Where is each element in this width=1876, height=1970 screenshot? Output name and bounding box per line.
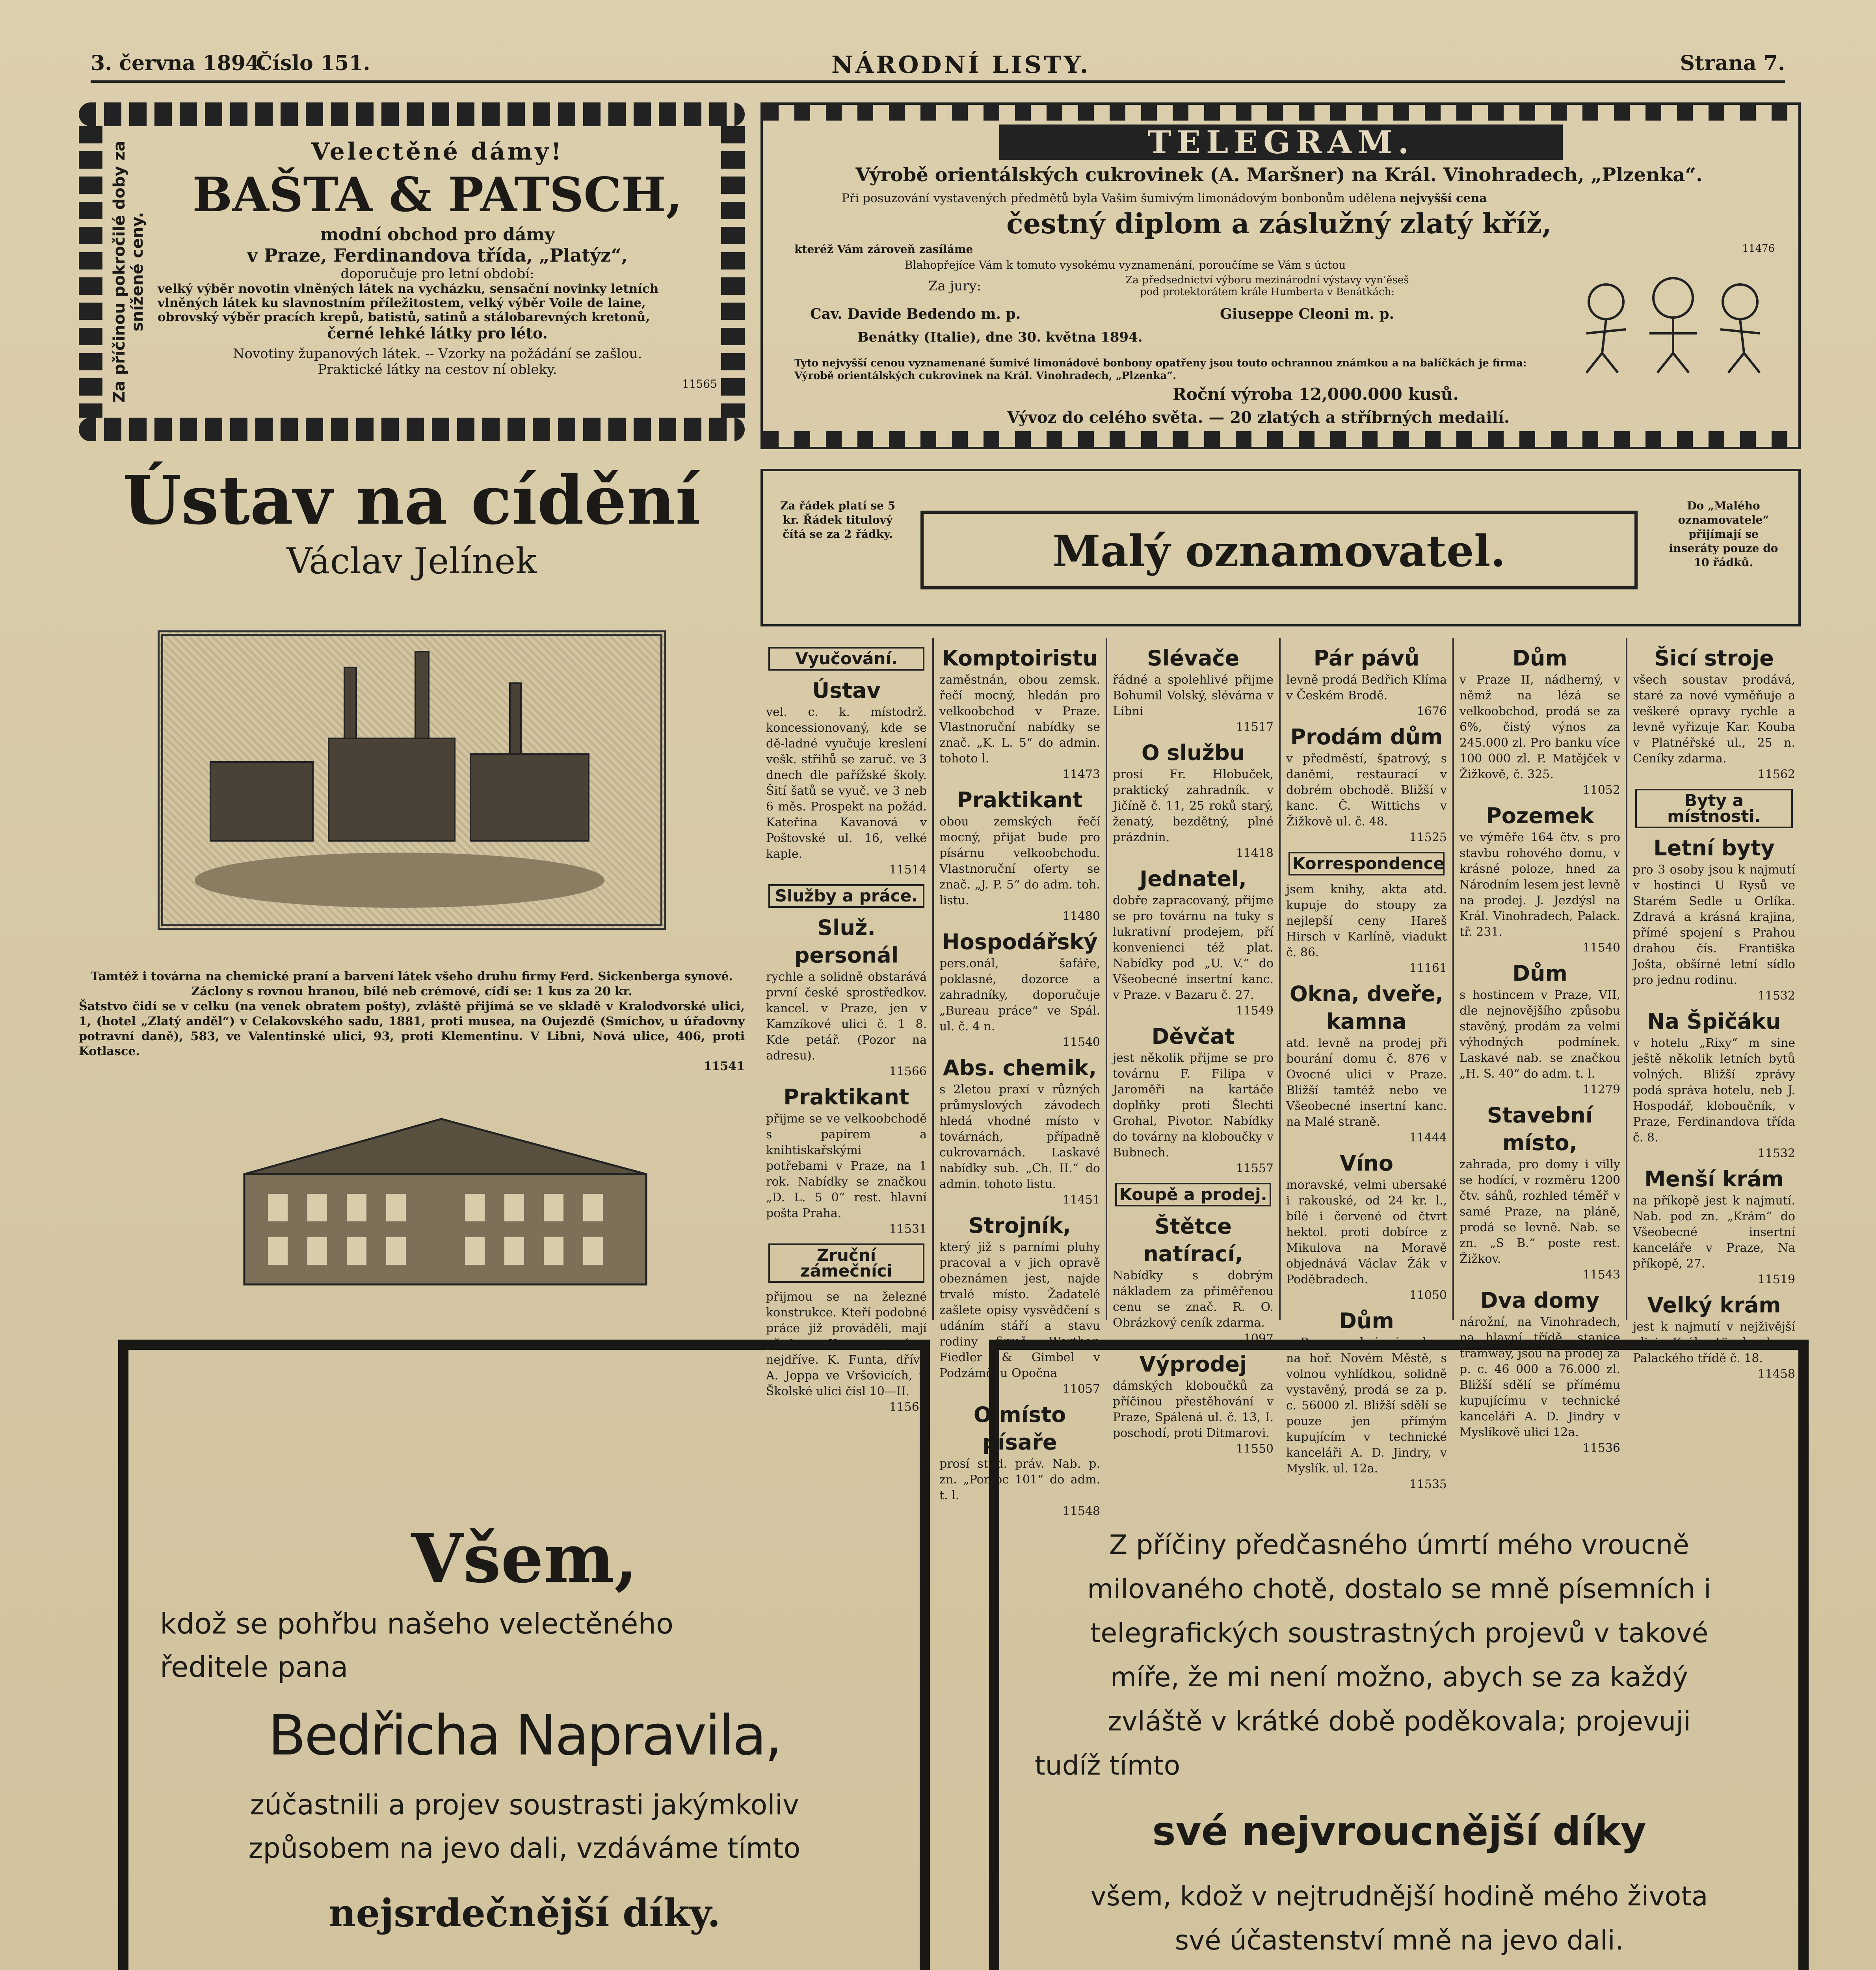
telegram-production: Roční výroba 12,000.000 kusů.: [1173, 385, 1459, 404]
ad-text: v Praze, v krásné poloze na hoř. Novém Městě, s volnou vyhlídkou, solidně vystavěný, prodá se za p. c. 56000 zl. Bližší sdělí se pouze jen přímým kupujícím v technické kanceláři A. D. Jindry, v Myslík. ul. 12a.: [1286, 1336, 1447, 1476]
ad-text: pro 3 osoby jsou k najmutí v hostinci U Rysů ve Starém Sedle u Orlíka. Zdravá a krásná krajina, přímé spojení s Prahou drahou čís. Františka Jošta, obšírné letní sídlo pro jednu rodinu.: [1633, 863, 1795, 987]
ad-number: 11532: [1757, 1147, 1795, 1160]
basta-line2: vlněných látek ku slavnostním příležitostem, velký výběr Voile de laine,: [158, 296, 646, 310]
ad-heading: Dům: [1339, 1308, 1394, 1333]
basta-sub: modní obchod pro dámy: [320, 225, 555, 245]
ad-number: 11519: [1757, 1273, 1795, 1286]
ad-number: 11531: [889, 1222, 927, 1236]
telegram-advert: [760, 102, 1801, 449]
header-page: Strana 7.: [1680, 51, 1785, 75]
ad-number: 11562: [1757, 768, 1795, 781]
ad-heading: Děvčat: [1151, 1024, 1235, 1049]
ad-number: 11550: [1236, 1442, 1274, 1456]
notice2-line3: telegrafických soustrastných projevů v takové: [1090, 1618, 1709, 1649]
basta-number: 11565: [682, 377, 717, 390]
ad-number: 11458: [1757, 1367, 1795, 1381]
ad-heading: O místo písaře: [973, 1402, 1066, 1455]
ad-heading: Ústav: [812, 678, 881, 703]
maly-oznamovatel-header: [760, 469, 1801, 626]
notice2-place: [1035, 1963, 1764, 1970]
column-4: [1281, 638, 1454, 1491]
notice1-body: [160, 1515, 889, 1970]
ad-text: rychle a solidně obstarává první české sprostředkov. kancel. v Praze, jen v Kamzíkové ulici č. 1 8. Kde petář. (Pozor na adresu).: [766, 970, 927, 1063]
ad-number: 11050: [1409, 1288, 1447, 1302]
basta-line5: Novotiny županových látek. -- Vzorky na požádání se zašlou.: [232, 346, 642, 362]
ad-text: v Praze II, nádherný, v němž na lézá se velkoobchod, prodá se za 6%, čistý výnos za 245.000 zl. Pro banku více 100 000 zl. P. Matějček v Žižkově, č. 325.: [1460, 673, 1620, 781]
ustav-title: Ústav na cídění: [123, 461, 701, 540]
section-label: Korrespondence: [1288, 852, 1445, 875]
ornament-top: [763, 105, 1798, 121]
notice2-line4: míře, že mi není možno, abych se za každý: [1110, 1662, 1688, 1693]
ad-heading: Pár pávů: [1313, 646, 1420, 671]
ustav-name: Václav Jelínek: [286, 541, 537, 582]
ad-text: moravské, velmi ubersaké i rakouské, od 24 kr. l., bílé i červené od čtvrt hektol. proti dobírce z Mikulova na Moravě objednává Václav Žák v Poděbradech.: [1286, 1178, 1447, 1286]
ad-number: 11557: [1236, 1162, 1274, 1175]
ad-number: 11548: [1062, 1504, 1100, 1518]
mourning-notice-left: [118, 1340, 930, 1970]
building-engraving: [221, 1095, 666, 1300]
notice1-place: [160, 1957, 889, 1970]
ustav-number: 11541: [703, 1059, 745, 1073]
factory-engraving: [158, 630, 666, 930]
ad-number: 11057: [1062, 1382, 1100, 1396]
section-label: Byty a místnosti.: [1635, 789, 1793, 828]
ad-number: 11540: [1582, 941, 1620, 955]
ad-text: přijmou se na železné konstrukce. Kteří podobné práce již prováděli, mají přednost. K nastoupení co nejdříve. K. Funta, dříve A. Joppa ve Vršovicích, u Školské ulici čísl 10—II.: [766, 1290, 927, 1398]
ad-text: jsem knihy, akta atd. kupuje do stoupy za nejlepší ceny Hareš Hirsch v Karlíně, viadukt č. 86.: [1286, 883, 1447, 959]
notice1-thanks: nejsrdečnější díky.: [328, 1891, 721, 1935]
ad-number: 11566: [889, 1065, 927, 1078]
ad-text: pers.onál, šafáře, poklasné, dozorce a zahradníky, doporučuje „Bureau práce“ ve Spál. ul. č. 4 n.: [939, 957, 1100, 1033]
ad-text: jest několik přijme se pro továrnu F. Filipa v Jaroměři na kartáče doplňky proti Šlechti Grohal, Pivotor. Nabídky do továrny na kloboučky v Bubnech.: [1113, 1051, 1274, 1160]
ornament-left: [79, 126, 102, 418]
ad-number: 11444: [1409, 1131, 1447, 1145]
ad-text: dobře zapracovaný, přijme se pro továrnu na tuky s lukrativní prodejem, pří konvenienci též plat. Nabídky pod „U. V.“ do Všeobecné insertní kanc. v Praze. v Bazaru č. 27.: [1113, 894, 1274, 1002]
maly-title: Malý oznamovatel.: [920, 511, 1638, 589]
ad-heading: Praktikant: [783, 1085, 909, 1110]
notice1-title: Všem,: [411, 1519, 638, 1598]
telegram-place: Benátky (Italie), dne 30. května 1894.: [857, 329, 1143, 345]
column-2: [934, 638, 1107, 1518]
ad-number: 11480: [1062, 909, 1100, 923]
ad-text: přijme se ve velkoobchodě s papírem a knihtiskařskými potřebami v Praze, na 1 rok. Nabídky se značkou „D. L. 5 0“ rest. hlavní pošta Praha.: [766, 1112, 927, 1220]
ad-number: 11568: [889, 1400, 927, 1414]
notice2-line6: tudíž tímto: [1035, 1750, 1181, 1781]
column-6: [1627, 638, 1801, 1381]
header-date: 3. června 1894.: [91, 51, 267, 75]
ad-text: dámských kloboučků za příčinou přestěhování v Praze, Spálená ul. č. 13, I. poschodí, proti Ditmarovi.: [1113, 1379, 1274, 1440]
telegram-line2: kteréž Vám zároveň zasíláme: [794, 243, 973, 256]
telegram-line1-bold: nejvyšší cena: [1400, 191, 1487, 205]
ustav-text3: Šatstvo čidí se v celku (na venek obratem pošty), zvláště přijímá se ve skladě v Kralodvorské ulici, 1, (hotel „Zlatý anděl“) v Celakovského sadu, 1881, proti musea, na Oujezdě (Smíchov, u úřadovny potravní daně), 583, ve Valentinské ulici, 93, proti Klementinu. V Libni, Nová ulice, 406, proti Kotlasce.: [79, 1000, 745, 1058]
ad-number: 11517: [1236, 720, 1274, 734]
ad-text: vel. c. k. místodrž. koncessionovaný, kde se dě-ladné vyučuje kreslení vešk. střihů se zaruč. ve 3 dnech dle pařížské školy. Šití šatů se vyuč. ve 3 neb 6 měs. Prospekt na požád. Kateřina Kavanová v Poštovské ul. 16, velké kaple.: [766, 705, 927, 861]
dancing-figures-svg: [1571, 274, 1776, 377]
telegram-jury: Za jury:: [928, 278, 982, 294]
basta-rec: doporučuje pro letní období:: [340, 266, 534, 282]
notice2-line8: své účastenství mně na jevo dali.: [1175, 1925, 1624, 1956]
ad-heading: Okna, dveře, kamna: [1289, 981, 1444, 1034]
ad-number: 11514: [889, 863, 927, 877]
ad-text: ve výměře 164 čtv. s pro stavbu rohového domu, v krásné poloze, hned za Národním lesem jest levně na prodej. J. Jezdýsl na Král. Vinohradech, Palack. tř. 231.: [1460, 831, 1620, 939]
telegram-signer2: Giuseppe Cleoni m. p.: [1220, 306, 1394, 322]
ad-heading: Hospodářský: [942, 929, 1098, 954]
notice2-line7: všem, kdož v nejtrudnější hodině mého života: [1090, 1881, 1708, 1912]
column-3: [1107, 638, 1281, 1456]
ad-heading: Služ. personál: [794, 915, 899, 968]
ad-heading: Komptoiristu: [942, 646, 1098, 671]
ad-heading: Velký krám: [1647, 1293, 1781, 1318]
basta-name: BAŠTA & PATSCH,: [192, 167, 682, 223]
ad-text: který již s parními pluhy pracoval a v jich opravě obeznámen jest, najde trvalé místo. Žadatelé zašlete opisy vysvědčení s udáním stáří a stavu rodiny firmě: Werthar, Fiedler & Gimbel v Podzámčí u Opočna: [939, 1240, 1100, 1380]
ad-number: 11540: [1062, 1035, 1100, 1049]
ad-number: 1676: [1417, 704, 1447, 718]
ad-heading: Dům: [1512, 646, 1567, 671]
notice2-body: [1035, 1523, 1764, 1970]
ustav-text2: Záclony s rovnou hranou, bílé neb crémové, cídí se: 1 kus za 20 kr.: [191, 985, 632, 998]
ad-number: 11543: [1582, 1268, 1620, 1282]
notice2-thanks: své nejvroucnější díky: [1152, 1808, 1646, 1854]
dancing-figures-illustration: [1571, 274, 1776, 377]
notice2-line1: Z příčiny předčasného úmrtí mého vroucně: [1109, 1530, 1690, 1561]
basta-address: v Praze, Ferdinandova třída, „Platýz“,: [247, 245, 628, 266]
ad-heading: Letní byty: [1653, 836, 1775, 860]
ad-number: 11451: [1062, 1193, 1100, 1207]
ornament-bottom: [763, 431, 1798, 447]
header-title: NÁRODNÍ LISTY.: [831, 51, 1091, 79]
telegram-diplom: čestný diplom a záslužný zlatý kříž,: [1006, 207, 1552, 240]
ad-heading: Štětce natírací,: [1143, 1214, 1243, 1266]
basta-vertical-text: Za příčinou pokročilé doby za snížené ceny.: [110, 141, 147, 403]
notice1-line3: zúčastnili a projev soustrasti jakýmkoliv: [250, 1789, 799, 1821]
ad-text: levně prodá Bedřich Klíma v Českém Brodě.: [1286, 673, 1447, 703]
ad-text: zaměstnán, obou zemsk. řečí mocný, hledán pro velkoobchod v Praze. Vlastnoruční nabídky se znač. „K. L. 5“ do admin. tohoto l.: [939, 673, 1100, 766]
ad-heading: Víno: [1340, 1151, 1393, 1176]
basta-line3: obrovský výběr pracích krepů, batistů, satinů a stálobarevných kretonů,: [158, 310, 650, 324]
ad-heading: Praktikant: [957, 788, 1083, 812]
telegram-line1: [842, 191, 1748, 205]
mourning-notice-right: [989, 1340, 1809, 1970]
ad-number: 11549: [1236, 1004, 1274, 1018]
notice1-line2: ředitele pana: [160, 1650, 348, 1684]
ad-text: nárožní, na Vinohradech, na hlavní třídě, stanice tramway, jsou na prodej za p. c. 46 000 a 76.000 zl. Bližší sdělí se přímému kupujícímu v technické kanceláři A. D. Jindry v Myslíkově ulici 12a.: [1460, 1315, 1620, 1439]
ad-heading: Výprodej: [1139, 1352, 1247, 1377]
section-label: Koupě a prodej.: [1115, 1183, 1271, 1206]
ad-number: 11473: [1062, 768, 1100, 781]
telegram-number: 11476: [1742, 243, 1775, 255]
ad-text: zahrada, pro domy i villy se hodící, v rozměru 1200 čtv. sáhů, rozhled téměř v samé Praze, na pláně, prodá se levně. Nab. se zn. „S B.“ poste rest. Žižkov.: [1460, 1158, 1620, 1266]
basta-line1: velký výběr novotin vlněných látek na vycházku, sensační novinky letních: [158, 282, 659, 296]
notice1-line4: způsobem na jevo dali, vzdáváme tímto: [248, 1832, 801, 1864]
notice2-line5: zvláště v krátké době poděkovala; projevuji: [1108, 1706, 1691, 1737]
telegram-pres: Za předsednictví výboru mezinárodní výstavy vyn‘ěseš pod protektorátem krále Humberta v Benátkách:: [1125, 274, 1409, 298]
ad-heading: Pozemek: [1486, 803, 1594, 828]
telegram-export: Vývoz do celého světa. — 20 zlatých a stříbrných medailí.: [1007, 408, 1510, 427]
ustav-advert: [79, 461, 745, 583]
maly-right-note: Do „Malého oznamovatele“ přijímají se inseráty pouze do 10 řádků.: [1669, 499, 1778, 569]
ad-number: 11535: [1409, 1478, 1447, 1491]
ad-text: řádné a spolehlivé přijme Bohumil Volský, slévárna v Libni: [1113, 673, 1274, 718]
ornament-top: [79, 102, 745, 126]
ad-heading: Slévače: [1147, 646, 1240, 671]
ustav-text: [79, 969, 745, 1074]
maly-left-note: Za řádek platí se 5 kr. Řádek titulový čítá se za 2 řádky.: [780, 499, 896, 541]
ustav-text1: Tamtéž i továrna na chemické praní a barvení látek všeho druhu firmy Ferd. Sickenberga synové.: [91, 970, 733, 983]
ad-heading: Prodám dům: [1290, 725, 1443, 749]
ad-number: 11525: [1409, 831, 1447, 844]
ad-text: na příkopě jest k najmutí. Nab. pod zn. „Krám“ do Všeobecné insertní kanceláře v Praze, Na příkopě, 27.: [1633, 1194, 1795, 1271]
ad-number: 11052: [1582, 783, 1620, 797]
telegram-signer1: Cav. Davide Bedendo m. p.: [810, 306, 1021, 322]
section-label: Zruční zámečníci: [768, 1243, 924, 1283]
ad-number: 11418: [1236, 846, 1274, 860]
ad-text: s hostincem v Praze, VII, dle nejnovějšího způsobu stavěný, prodám za velmi výhodných podmínek. Laskavé nab. se značkou „H. S. 40“ do adm. t. l.: [1460, 988, 1620, 1081]
ornament-bottom: [79, 418, 745, 441]
ad-text: v předměstí, špatrový, s daněmi, restaurací v dobrém obchodě. Bližší v kanc. Č. Wittichs v Žižkově ul. č. 48.: [1286, 752, 1447, 829]
ad-number: 11532: [1757, 989, 1795, 1003]
basta-line6: Praktické látky na cestov ní obleky.: [318, 362, 557, 377]
telegram-line3: Blahopřejíce Vám k tomuto vysokému vyznamenání, poroučíme se Vám s úctou: [905, 258, 1346, 271]
telegram-line1-text: Při posuzování vystavených předmětů byla Vašim šumivým limonádovým bonbonům udělena: [842, 191, 1396, 205]
column-1: [760, 638, 934, 1414]
ad-text: atd. levně na prodej při bourání domu č. 876 v Ovocné ulici v Praze. Bližší tamtéž nebo ve Všeobecné insertní kanc. na Malé straně.: [1286, 1036, 1447, 1129]
ad-heading: Menší krám: [1644, 1167, 1784, 1191]
column-5: [1454, 638, 1627, 1455]
ad-text: všech soustav prodává, staré za nové vyměňuje a veškeré opravy rychle a levně vyřizuje Kar. Kouba v Platnéřské ul., 25 n. Ceníky zdarma.: [1633, 673, 1795, 766]
ad-number: 1097: [1243, 1332, 1274, 1346]
section-label: Služby a práce.: [768, 884, 924, 908]
ad-number: 11279: [1582, 1083, 1620, 1097]
ad-number: 11161: [1409, 961, 1447, 975]
ad-text: jest k najmutí v nejživější ulici Král. Vinohrad, v Palackého třídě č. 18.: [1633, 1320, 1795, 1365]
page-header: [91, 35, 1785, 83]
ad-heading: Abs. chemik,: [943, 1056, 1097, 1080]
building-engraving-svg: [221, 1095, 666, 1300]
basta-line4: černé lehké látky pro léto.: [327, 324, 548, 342]
ad-text: prosí Fr. Hlobuček, praktický zahradník. v Jičíně č. 11, 25 roků starý, ženatý, bezdětný, plné prázdnin.: [1113, 768, 1274, 844]
ad-text: s 2letou praxí v různých průmyslových závodech hledá vhodné místo v továrnách, případně cukrovarnách. Laskavé nabídky sub. „Ch. II.“ do admin. tohoto listu.: [939, 1083, 1100, 1191]
notice1-line1: kdož se pohřbu našeho velectěného: [160, 1607, 674, 1640]
ad-heading: Dva domy: [1480, 1288, 1600, 1313]
ad-heading: Stavební místo,: [1487, 1103, 1593, 1155]
basta-greeting: Velectěné dámy!: [311, 138, 564, 165]
notice1-name: Bedřicha Napravila,: [268, 1704, 781, 1768]
ornament-right: [721, 126, 745, 418]
ad-heading: Na Špičáku: [1647, 1009, 1781, 1034]
ad-heading: Dům: [1512, 961, 1567, 986]
ad-number: 11536: [1582, 1441, 1620, 1455]
notice2-line2: milovaného chotě, dostalo se mně písemních i: [1087, 1574, 1711, 1605]
basta-advert: [79, 102, 745, 441]
ad-heading: Jednatel,: [1140, 866, 1247, 891]
ad-text: v hotelu „Rixy“ m sine ještě několik letních bytů volných. Bližší zprávy podá správa hotelu, neb J. Hospodář, kloboučník, v Praze, Ferdinandova třída č. 8.: [1633, 1036, 1795, 1145]
ad-heading: O službu: [1141, 740, 1245, 765]
telegram-company: Výrobě orientálských cukrovinek (A. Maršner) na Král. Vinohradech, „Plzenka“.: [855, 164, 1703, 186]
ad-heading: Šicí stroje: [1654, 646, 1774, 671]
ad-text: prosí stud. práv. Nab. p. zn. „Pomoc 101“ do adm. t. l.: [939, 1457, 1100, 1502]
ad-heading: Strojník,: [968, 1213, 1071, 1238]
telegram-line4: Tyto nejvyšší cenou vyznamenané šumivé limonádové bonbony opatřeny jsou touto ochrannou známkou a na balíčkách je firma: Výrobě orientálských cukrovinek na Král. Vinohradech, „Plzenka“.: [794, 357, 1527, 382]
ad-text: Nabídky s dobrým nákladem za přiměřenou cenu se znač. R. O. Obrázkový ceník zdarma.: [1113, 1269, 1274, 1330]
telegram-title: TELEGRAM.: [999, 125, 1563, 160]
factory-engraving-svg: [163, 636, 660, 924]
header-issue: Číslo 151.: [256, 51, 370, 75]
ad-text: obou zemských řečí mocný, přijat bude pro písárnu velkoobchodu. Vlastnoruční oferty se znač. „J. P. 5“ do adm. toh. listu.: [939, 815, 1100, 907]
section-label: Vyučování.: [768, 647, 924, 671]
